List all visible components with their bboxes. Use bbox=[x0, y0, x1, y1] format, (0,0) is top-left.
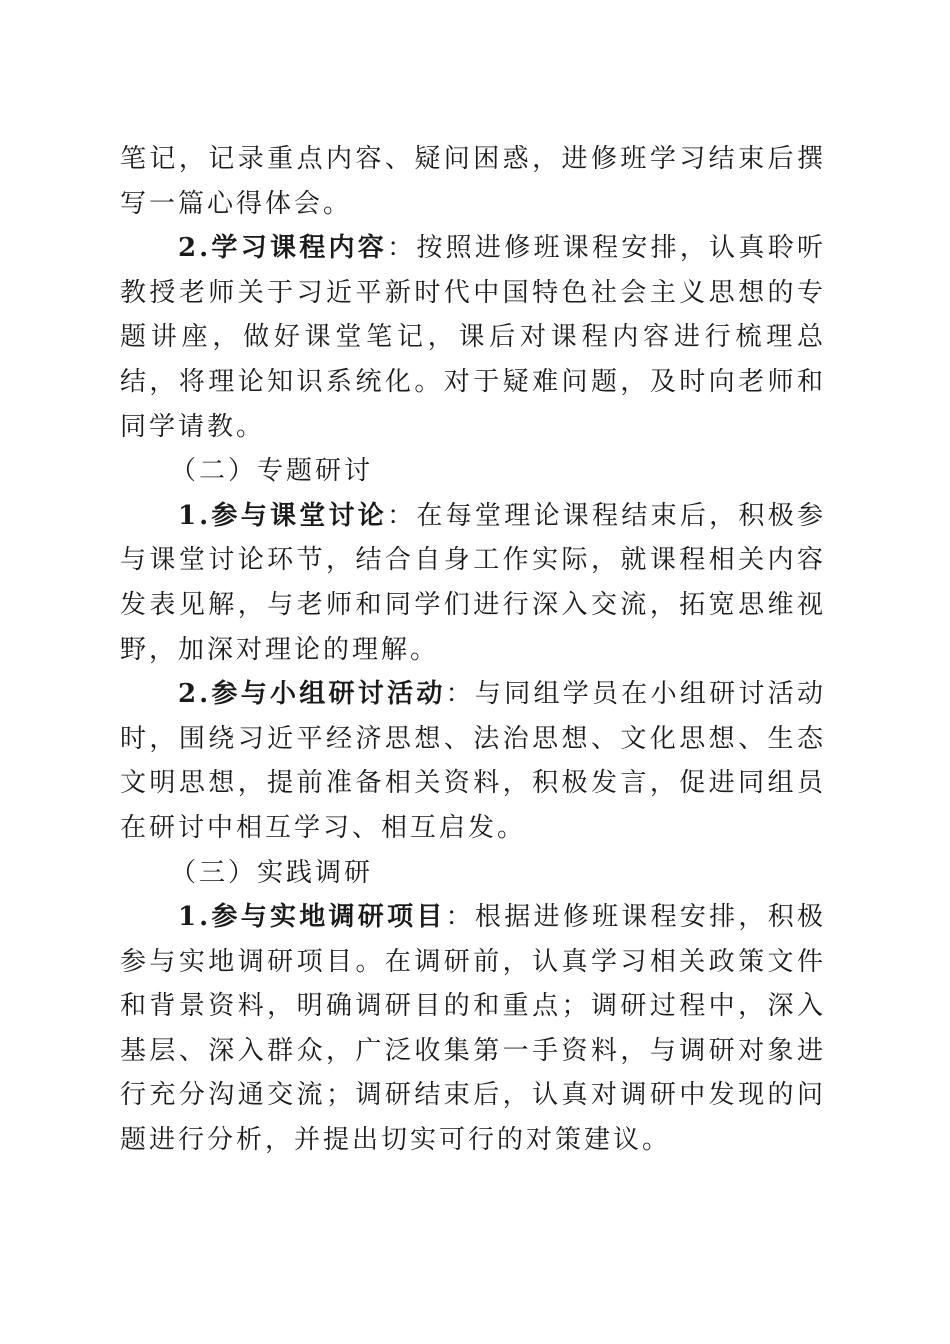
item-label: 1.参与实地调研项目 bbox=[178, 902, 446, 933]
item-label: 1.参与课堂讨论 bbox=[178, 500, 388, 531]
section-heading: （二）专题研讨 bbox=[170, 456, 374, 487]
item-label: 2.参与小组研讨活动 bbox=[178, 679, 446, 710]
item-text: ：根据进修班课程安排，积极参与实地调研项目。在调研前，认真学习相关政策文件和背景资料，明确调研目的和重点；调研过程中，深入基层、深入群众，广泛收集第一手资料，与调研对象进行充分沟通交流；调研结束后，认真对调研中发现的问题进行分析，并提出切实可行的对策建议。 bbox=[120, 902, 826, 1156]
section-heading: （三）实践调研 bbox=[170, 857, 374, 888]
item-text: ：按照进修班课程安排，认真聆听教授老师关于习近平新时代中国特色社会主义思想的专题讲座，做好课堂笔记，课后对课程内容进行梳理总结，将理论知识系统化。对于疑难问题，及时向老师和同学请教。 bbox=[120, 233, 826, 442]
item-text: ：与同组学员在小组研讨活动时，围绕习近平经济思想、法治思想、文化思想、生态文明思想，提前准备相关资料，积极发言，促进同组员在研讨中相互学习、相互启发。 bbox=[120, 679, 826, 843]
document-body bbox=[120, 137, 826, 1163]
item-paragraph bbox=[120, 895, 826, 1163]
continued-paragraph bbox=[120, 137, 826, 226]
item-paragraph bbox=[120, 672, 826, 850]
item-text: ：在每堂理论课程结束后，积极参与课堂讨论环节，结合自身工作实际，就课程相关内容发表见解，与老师和同学们进行深入交流，拓宽思维视野，加深对理论的理解。 bbox=[120, 500, 826, 665]
item-label: 2.学习课程内容 bbox=[178, 233, 388, 264]
item-paragraph bbox=[120, 226, 826, 449]
paragraph-text: 笔记，记录重点内容、疑问困惑，进修班学习结束后撰写一篇心得体会。 bbox=[120, 144, 826, 219]
item-paragraph bbox=[120, 494, 826, 672]
